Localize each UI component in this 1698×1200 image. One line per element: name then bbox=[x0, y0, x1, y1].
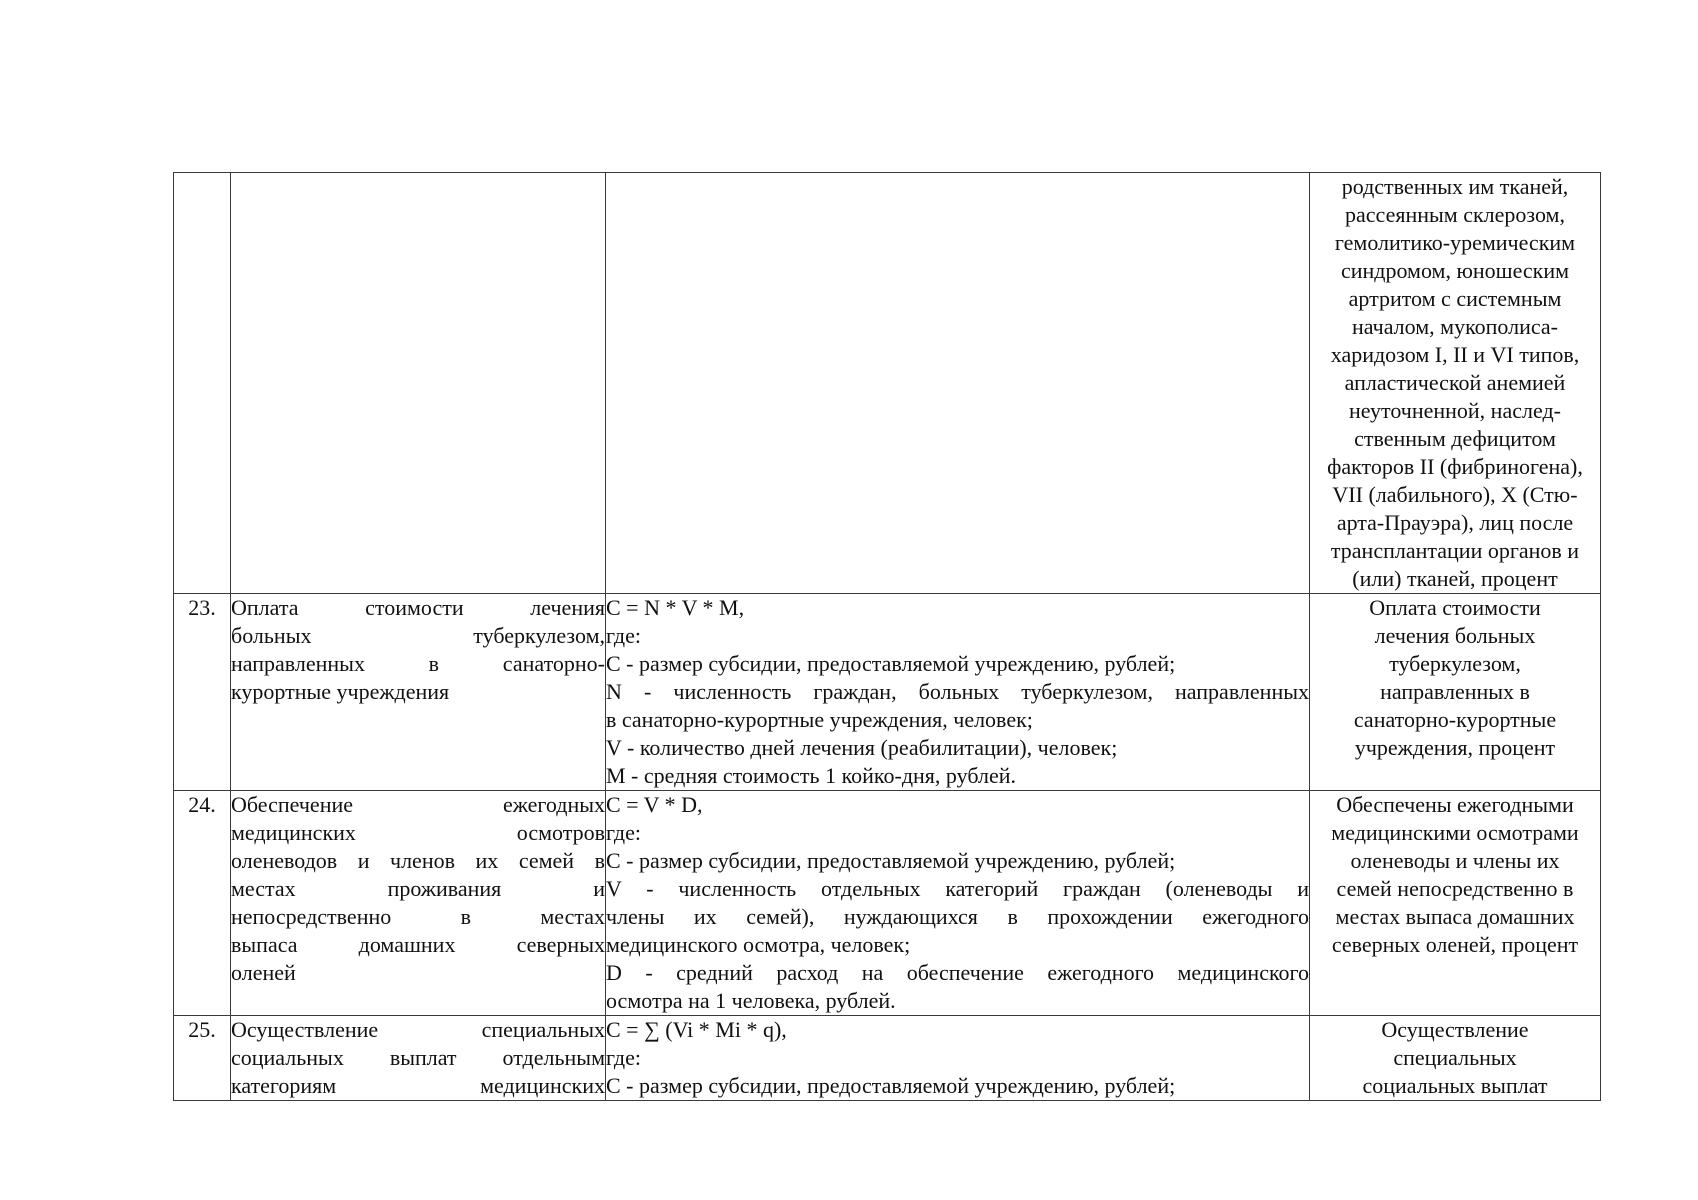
formula-line: где: bbox=[606, 1045, 641, 1070]
table-row-24 bbox=[174, 791, 1601, 1016]
indicator-line: социальных выплат bbox=[1362, 1073, 1548, 1098]
indicator-line: артритом с системным bbox=[1348, 286, 1562, 311]
formula-line: C = ∑ (Vi * Mi * q), bbox=[606, 1017, 787, 1042]
measure-name-line: местах проживания и bbox=[231, 876, 605, 901]
formula-line: в санаторно-курортные учреждения, человек; bbox=[606, 707, 1033, 732]
measure-name-cell bbox=[231, 1016, 606, 1101]
formula-line: C = N * V * M, bbox=[606, 595, 745, 620]
row-number: 24. bbox=[188, 792, 216, 817]
indicator-line: специальных bbox=[1393, 1045, 1517, 1070]
indicator-line: арта-Прауэра), лиц после bbox=[1336, 510, 1574, 535]
formula-cell bbox=[606, 594, 1310, 791]
formula-line: V - количество дней лечения (реабилитации), человек; bbox=[606, 735, 1118, 760]
table-row-continuation bbox=[174, 173, 1601, 594]
indicator-cell bbox=[1310, 1016, 1601, 1101]
indicator-line: Обеспечены ежегодными bbox=[1336, 792, 1574, 817]
indicator-cell bbox=[1310, 594, 1601, 791]
indicator-line: рассеянным склерозом, bbox=[1345, 202, 1565, 227]
measure-name-line: больных туберкулезом, bbox=[231, 623, 605, 648]
indicator-line: неуточненной, наслед- bbox=[1349, 398, 1561, 423]
formula-line: M - средняя стоимость 1 койко-дня, рублей. bbox=[606, 763, 1016, 788]
row-number-cell bbox=[174, 1016, 231, 1101]
measure-name-line: медицинских осмотров bbox=[231, 820, 605, 845]
indicator-line: местах выпаса домашних bbox=[1335, 904, 1575, 929]
measure-name-line: выпаса домашних северных bbox=[231, 932, 605, 957]
row-number: 23. bbox=[188, 595, 216, 620]
indicator-line: VII (лабильного), X (Стю- bbox=[1332, 482, 1578, 507]
formula-cell bbox=[606, 791, 1310, 1016]
formula-line: D - средний расход на обеспечение ежегодного медицинского bbox=[606, 960, 1309, 985]
indicator-line: синдромом, юношеским bbox=[1340, 258, 1570, 283]
indicator-line: трансплантации органов и bbox=[1330, 538, 1580, 563]
measure-name-line: оленеводов и членов их семей в bbox=[231, 848, 605, 873]
row-number-cell bbox=[174, 594, 231, 791]
indicator-line: северных оленей, процент bbox=[1331, 932, 1579, 957]
measure-name-cell bbox=[231, 594, 606, 791]
indicator-line: Оплата стоимости bbox=[1369, 595, 1541, 620]
measure-name-line: категориям медицинских bbox=[231, 1073, 605, 1098]
indicator-line: туберкулезом, bbox=[1389, 651, 1521, 676]
indicator-line: лечения больных bbox=[1374, 623, 1536, 648]
measure-name-line: Обеспечение ежегодных bbox=[231, 792, 605, 817]
indicator-line: медицинскими осмотрами bbox=[1331, 820, 1579, 845]
indicator-line: родственных им тканей, bbox=[1341, 174, 1569, 199]
indicator-line: (или) тканей, процент bbox=[1352, 566, 1558, 591]
measure-name-cell bbox=[231, 791, 606, 1016]
row-number-cell bbox=[174, 173, 231, 594]
formula-line: осмотра на 1 человека, рублей. bbox=[606, 988, 896, 1013]
indicator-line: Осуществление bbox=[1381, 1017, 1529, 1042]
measure-name-line: социальных выплат отдельным bbox=[231, 1045, 605, 1070]
indicator-line: апластической анемией bbox=[1344, 370, 1566, 395]
formula-line: члены их семей), нуждающихся в прохождении ежегодного bbox=[606, 904, 1309, 929]
indicator-line: оленеводы и члены их bbox=[1350, 848, 1560, 873]
indicator-cell bbox=[1310, 791, 1601, 1016]
formula-line: C = V * D, bbox=[606, 792, 703, 817]
table-row-23 bbox=[174, 594, 1601, 791]
indicator-line: началом, мукополиса- bbox=[1351, 314, 1558, 339]
measure-name-line: оленей bbox=[231, 960, 296, 985]
formula-line: где: bbox=[606, 623, 641, 648]
indicator-line: санаторно-курортные bbox=[1353, 707, 1557, 732]
formula-line: C - размер субсидии, предоставляемой учреждению, рублей; bbox=[606, 651, 1176, 676]
measure-name-line: направленных в санаторно- bbox=[231, 651, 605, 676]
indicator-line: направленных в bbox=[1380, 679, 1530, 704]
formula-cell bbox=[606, 173, 1310, 594]
formula-line: C - размер субсидии, предоставляемой учреждению, рублей; bbox=[606, 1073, 1176, 1098]
indicator-line: факторов II (фибриногена), bbox=[1327, 454, 1583, 479]
measure-name-line: Оплата стоимости лечения bbox=[231, 595, 605, 620]
indicator-line: семей непосредственно в bbox=[1336, 876, 1574, 901]
row-number: 25. bbox=[188, 1017, 216, 1042]
formula-line: где: bbox=[606, 820, 641, 845]
measure-name-line: курортные учреждения bbox=[231, 679, 450, 704]
indicator-line: ственным дефицитом bbox=[1354, 426, 1556, 451]
indicator-line: гемолитико-уремическим bbox=[1334, 230, 1576, 255]
measure-name-cell bbox=[231, 173, 606, 594]
formula-line: медицинского осмотра, человек; bbox=[606, 932, 911, 957]
formula-line: C - размер субсидии, предоставляемой учреждению, рублей; bbox=[606, 848, 1176, 873]
row-number-cell bbox=[174, 791, 231, 1016]
formula-line: V - численность отдельных категорий граждан (оленеводы и bbox=[606, 876, 1309, 901]
measure-name-line: непосредственно в местах bbox=[231, 904, 605, 929]
indicator-cell bbox=[1310, 173, 1601, 594]
table-row-25 bbox=[174, 1016, 1601, 1101]
measure-name-line: Осуществление специальных bbox=[231, 1017, 605, 1042]
formula-cell bbox=[606, 1016, 1310, 1101]
subsidy-calculation-table bbox=[173, 172, 1601, 1101]
indicator-line: учреждения, процент bbox=[1354, 735, 1556, 760]
formula-line: N - численность граждан, больных туберкулезом, направленных bbox=[606, 679, 1309, 704]
indicator-line: харидозом I, II и VI типов, bbox=[1330, 342, 1580, 367]
